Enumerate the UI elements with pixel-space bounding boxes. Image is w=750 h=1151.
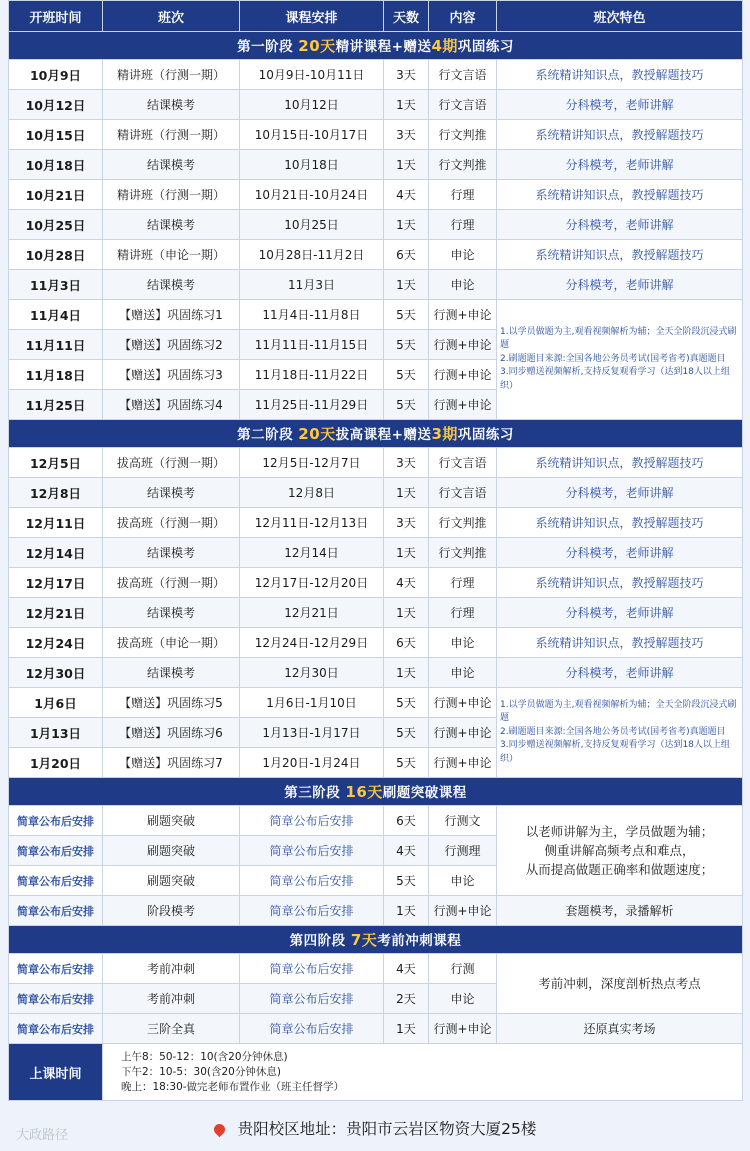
stage-title-sessions: 3期 [431, 425, 458, 443]
course-content: 行测理 [429, 836, 497, 866]
gift-note-line: 2.刷题题目来源:全国各地公务员考试(国考省考)真题题目 [500, 726, 726, 737]
class-name: 刷题突破 [103, 836, 240, 866]
course-schedule: 12月17日-12月20日 [240, 568, 384, 598]
day-count: 3天 [384, 120, 429, 150]
table-row [9, 300, 743, 330]
stage-title-suffix: 刷题突破课程 [382, 785, 467, 801]
course-schedule: 简章公布后安排 [240, 984, 384, 1014]
class-name: 拔高班（行测一期） [103, 508, 240, 538]
stage-title-prefix: 第一阶段 [237, 39, 299, 55]
course-schedule: 10月21日-10月24日 [240, 180, 384, 210]
start-date: 10月9日 [9, 60, 103, 90]
course-schedule: 简章公布后安排 [240, 866, 384, 896]
stage-title-suffix: 巩固练习 [457, 427, 514, 443]
watermark: 大政路径 [16, 1128, 69, 1143]
day-count: 1天 [384, 658, 429, 688]
course-content: 行测+申论 [429, 1014, 497, 1044]
class-name: 拔高班（申论一期） [103, 628, 240, 658]
start-date: 10月15日 [9, 120, 103, 150]
stage-title-sessions: 4期 [431, 37, 458, 55]
course-content: 行文判推 [429, 120, 497, 150]
start-date: 1月6日 [9, 688, 103, 718]
class-name: 精讲班（行测一期） [103, 120, 240, 150]
stage-title-prefix: 第四阶段 [289, 933, 351, 949]
start-date: 11月4日 [9, 300, 103, 330]
day-count: 5天 [384, 866, 429, 896]
day-count: 2天 [384, 984, 429, 1014]
stage-title [9, 778, 743, 806]
day-count: 3天 [384, 60, 429, 90]
stage-heading [9, 32, 743, 60]
course-schedule: 简章公布后安排 [240, 954, 384, 984]
table-row [9, 628, 743, 658]
stage-title-middle: 拔高课程+赠送 [335, 427, 432, 443]
course-content: 行测+申论 [429, 300, 497, 330]
schedule-page [8, 0, 742, 1151]
class-name: 三阶全真 [103, 1014, 240, 1044]
table-row [9, 448, 743, 478]
class-feature: 系统精讲知识点，教授解题技巧 [497, 60, 743, 90]
start-date: 11月18日 [9, 360, 103, 390]
start-date: 简章公布后安排 [9, 866, 103, 896]
class-feature: 系统精讲知识点，教授解题技巧 [497, 628, 743, 658]
start-date: 简章公布后安排 [9, 896, 103, 926]
course-schedule: 简章公布后安排 [240, 806, 384, 836]
class-name: 结课模考 [103, 90, 240, 120]
class-name: 【赠送】巩固练习4 [103, 390, 240, 420]
start-date: 12月14日 [9, 538, 103, 568]
start-date: 10月18日 [9, 150, 103, 180]
course-schedule: 1月20日-1月24日 [240, 748, 384, 778]
day-count: 1天 [384, 478, 429, 508]
location-pin-icon [211, 1122, 227, 1138]
stage-title [9, 420, 743, 448]
course-content: 行测文 [429, 806, 497, 836]
table-row [9, 240, 743, 270]
day-count: 1天 [384, 150, 429, 180]
start-date: 简章公布后安排 [9, 1014, 103, 1044]
start-date: 12月11日 [9, 508, 103, 538]
course-schedule: 10月15日-10月17日 [240, 120, 384, 150]
course-content: 行文言语 [429, 60, 497, 90]
course-content: 行测+申论 [429, 718, 497, 748]
header-feature: 班次特色 [497, 1, 743, 32]
gift-note-line: 1.以学员做题为主,观看视频解析为辅；全天全阶段沉浸式刷题 [500, 699, 737, 724]
table-row [9, 150, 743, 180]
class-name: 精讲班（行测一期） [103, 60, 240, 90]
gift-practice-note [497, 688, 743, 778]
header-days: 天数 [384, 1, 429, 32]
table-row [9, 896, 743, 926]
table-row [9, 270, 743, 300]
table-row [9, 598, 743, 628]
stage-title-suffix: 考前冲刺课程 [377, 933, 462, 949]
stage-note: 考前冲刺，深度剖析热点考点 [497, 954, 743, 1014]
gift-note-line: 3.同步赠送视频解析,支持反复观看学习（达到18人以上组织） [500, 740, 730, 764]
stage-note-line: 从而提高做题正确率和做题速度； [525, 862, 714, 877]
class-name: 结课模考 [103, 210, 240, 240]
course-schedule: 11月18日-11月22日 [240, 360, 384, 390]
class-name: 【赠送】巩固练习6 [103, 718, 240, 748]
stage-title-days: 7天 [350, 931, 378, 949]
course-content: 行测+申论 [429, 748, 497, 778]
day-count: 4天 [384, 836, 429, 866]
class-feature: 还原真实考场 [497, 1014, 743, 1044]
day-count: 1天 [384, 210, 429, 240]
class-feature: 分科模考，老师讲解 [497, 598, 743, 628]
table-row [9, 60, 743, 90]
class-feature: 分科模考，老师讲解 [497, 478, 743, 508]
class-name: 结课模考 [103, 150, 240, 180]
course-content: 申论 [429, 270, 497, 300]
course-schedule: 10月28日-11月2日 [240, 240, 384, 270]
table-row [9, 806, 743, 836]
course-schedule: 11月11日-11月15日 [240, 330, 384, 360]
course-content: 行文判推 [429, 538, 497, 568]
start-date: 10月28日 [9, 240, 103, 270]
course-schedule: 11月25日-11月29日 [240, 390, 384, 420]
course-content: 行理 [429, 180, 497, 210]
class-feature: 分科模考，老师讲解 [497, 270, 743, 300]
table-row [9, 90, 743, 120]
course-content: 行理 [429, 210, 497, 240]
class-name: 阶段模考 [103, 896, 240, 926]
day-count: 1天 [384, 1014, 429, 1044]
class-feature: 系统精讲知识点，教授解题技巧 [497, 508, 743, 538]
stage-title-middle: 精讲课程+赠送 [335, 39, 432, 55]
class-feature: 系统精讲知识点，教授解题技巧 [497, 120, 743, 150]
stage-title-prefix: 第二阶段 [237, 427, 299, 443]
day-count: 5天 [384, 300, 429, 330]
course-content: 申论 [429, 658, 497, 688]
course-content: 行文言语 [429, 90, 497, 120]
class-feature: 分科模考，老师讲解 [497, 210, 743, 240]
header-date: 开班时间 [9, 1, 103, 32]
course-schedule: 简章公布后安排 [240, 896, 384, 926]
stage-title-days: 20天 [298, 37, 336, 55]
course-schedule: 简章公布后安排 [240, 1014, 384, 1044]
stage-title [9, 32, 743, 60]
schedule-table [8, 0, 743, 1101]
gift-note-line: 2.刷题题目来源:全国各地公务员考试(国考省考)真题题目 [500, 353, 726, 364]
stage-heading [9, 778, 743, 806]
day-count: 5天 [384, 390, 429, 420]
course-schedule: 11月3日 [240, 270, 384, 300]
class-feature: 分科模考，老师讲解 [497, 150, 743, 180]
table-header [9, 1, 743, 32]
table-row [9, 568, 743, 598]
course-schedule: 11月4日-11月8日 [240, 300, 384, 330]
stage-title [9, 926, 743, 954]
course-schedule: 12月14日 [240, 538, 384, 568]
stage-heading [9, 420, 743, 448]
course-content: 行文言语 [429, 448, 497, 478]
day-count: 4天 [384, 568, 429, 598]
class-name: 考前冲刺 [103, 954, 240, 984]
campus-address: 贵阳校区地址：贵阳市云岩区物资大厦25楼 [237, 1120, 537, 1138]
start-date: 12月30日 [9, 658, 103, 688]
stage-title-prefix: 第三阶段 [284, 785, 346, 801]
course-content: 行测+申论 [429, 688, 497, 718]
day-count: 5天 [384, 688, 429, 718]
day-count: 4天 [384, 954, 429, 984]
stage-note-line: 以老师讲解为主，学员做题为辅； [525, 824, 714, 839]
course-content: 行测+申论 [429, 896, 497, 926]
gift-note-line: 1.以学员做题为主,观看视频解析为辅；全天全阶段沉浸式刷题 [500, 326, 737, 351]
course-schedule: 10月12日 [240, 90, 384, 120]
start-date: 简章公布后安排 [9, 806, 103, 836]
start-date: 11月25日 [9, 390, 103, 420]
course-schedule: 1月13日-1月17日 [240, 718, 384, 748]
class-time-line: 上午8：50-12：10(含20分钟休息) [121, 1050, 288, 1063]
footer [8, 1107, 742, 1151]
course-content: 申论 [429, 240, 497, 270]
class-name: 拔高班（行测一期） [103, 568, 240, 598]
stage-title-days: 20天 [298, 425, 336, 443]
course-schedule: 12月21日 [240, 598, 384, 628]
class-time-row [9, 1044, 743, 1101]
class-feature: 分科模考，老师讲解 [497, 658, 743, 688]
class-name: 结课模考 [103, 598, 240, 628]
start-date: 11月3日 [9, 270, 103, 300]
class-name: 结课模考 [103, 270, 240, 300]
course-content: 行理 [429, 568, 497, 598]
day-count: 4天 [384, 180, 429, 210]
start-date: 简章公布后安排 [9, 984, 103, 1014]
stage-title-days: 16天 [345, 783, 383, 801]
stage-note-line: 侧重讲解高频考点和难点， [544, 843, 695, 858]
class-feature: 系统精讲知识点，教授解题技巧 [497, 568, 743, 598]
day-count: 3天 [384, 448, 429, 478]
start-date: 10月21日 [9, 180, 103, 210]
class-name: 刷题突破 [103, 866, 240, 896]
class-name: 【赠送】巩固练习3 [103, 360, 240, 390]
class-feature: 系统精讲知识点，教授解题技巧 [497, 448, 743, 478]
start-date: 简章公布后安排 [9, 836, 103, 866]
class-feature: 系统精讲知识点，教授解题技巧 [497, 240, 743, 270]
course-content: 申论 [429, 866, 497, 896]
table-row [9, 120, 743, 150]
course-content: 行测+申论 [429, 390, 497, 420]
table-row [9, 180, 743, 210]
day-count: 3天 [384, 508, 429, 538]
table-row [9, 954, 743, 984]
start-date: 10月12日 [9, 90, 103, 120]
day-count: 5天 [384, 718, 429, 748]
class-name: 【赠送】巩固练习5 [103, 688, 240, 718]
class-name: 拔高班（行测一期） [103, 448, 240, 478]
day-count: 1天 [384, 270, 429, 300]
course-schedule: 12月24日-12月29日 [240, 628, 384, 658]
stage-title-suffix: 巩固练习 [457, 39, 514, 55]
course-schedule: 10月18日 [240, 150, 384, 180]
table-row [9, 478, 743, 508]
course-schedule: 12月30日 [240, 658, 384, 688]
day-count: 1天 [384, 598, 429, 628]
class-feature: 套题模考，录播解析 [497, 896, 743, 926]
header-class: 班次 [103, 1, 240, 32]
table-row [9, 1014, 743, 1044]
class-time-info [103, 1044, 743, 1101]
class-time-line: 晚上：18:30-做完老师布置作业（班主任督学） [121, 1080, 345, 1093]
course-schedule: 1月6日-1月10日 [240, 688, 384, 718]
gift-practice-note [497, 300, 743, 420]
start-date: 10月25日 [9, 210, 103, 240]
table-row [9, 658, 743, 688]
day-count: 6天 [384, 806, 429, 836]
start-date: 1月13日 [9, 718, 103, 748]
table-row [9, 688, 743, 718]
class-name: 【赠送】巩固练习2 [103, 330, 240, 360]
day-count: 1天 [384, 90, 429, 120]
course-content: 行文判推 [429, 150, 497, 180]
course-content: 申论 [429, 628, 497, 658]
day-count: 5天 [384, 748, 429, 778]
course-content: 行测 [429, 954, 497, 984]
class-name: 结课模考 [103, 658, 240, 688]
course-content: 申论 [429, 984, 497, 1014]
course-content: 行理 [429, 598, 497, 628]
class-time-label: 上课时间 [9, 1044, 103, 1101]
class-name: 刷题突破 [103, 806, 240, 836]
table-row [9, 538, 743, 568]
day-count: 1天 [384, 896, 429, 926]
class-feature: 分科模考，老师讲解 [497, 90, 743, 120]
course-schedule: 12月5日-12月7日 [240, 448, 384, 478]
start-date: 12月5日 [9, 448, 103, 478]
day-count: 6天 [384, 628, 429, 658]
table-row [9, 508, 743, 538]
class-time-line: 下午2：10-5：30(含20分钟休息) [121, 1065, 281, 1078]
start-date: 1月20日 [9, 748, 103, 778]
day-count: 5天 [384, 360, 429, 390]
start-date: 12月8日 [9, 478, 103, 508]
stage-note [497, 806, 743, 896]
course-content: 行测+申论 [429, 330, 497, 360]
course-schedule: 10月9日-10月11日 [240, 60, 384, 90]
course-schedule: 简章公布后安排 [240, 836, 384, 866]
start-date: 12月21日 [9, 598, 103, 628]
course-schedule: 12月8日 [240, 478, 384, 508]
course-schedule: 10月25日 [240, 210, 384, 240]
class-feature: 系统精讲知识点，教授解题技巧 [497, 180, 743, 210]
start-date: 12月17日 [9, 568, 103, 598]
start-date: 11月11日 [9, 330, 103, 360]
course-content: 行文言语 [429, 478, 497, 508]
table-row [9, 210, 743, 240]
class-feature: 分科模考，老师讲解 [497, 538, 743, 568]
class-name: 【赠送】巩固练习7 [103, 748, 240, 778]
gift-note-line: 3.同步赠送视频解析,支持反复观看学习（达到18人以上组织） [500, 367, 730, 391]
header-content: 内容 [429, 1, 497, 32]
course-content: 行文判推 [429, 508, 497, 538]
class-name: 考前冲刺 [103, 984, 240, 1014]
class-name: 精讲班（行测一期） [103, 180, 240, 210]
class-name: 【赠送】巩固练习1 [103, 300, 240, 330]
class-name: 结课模考 [103, 538, 240, 568]
course-content: 行测+申论 [429, 360, 497, 390]
class-name: 结课模考 [103, 478, 240, 508]
day-count: 5天 [384, 330, 429, 360]
day-count: 1天 [384, 538, 429, 568]
start-date: 简章公布后安排 [9, 954, 103, 984]
start-date: 12月24日 [9, 628, 103, 658]
day-count: 6天 [384, 240, 429, 270]
class-name: 精讲班（申论一期） [103, 240, 240, 270]
header-schedule: 课程安排 [240, 1, 384, 32]
course-schedule: 12月11日-12月13日 [240, 508, 384, 538]
stage-heading [9, 926, 743, 954]
